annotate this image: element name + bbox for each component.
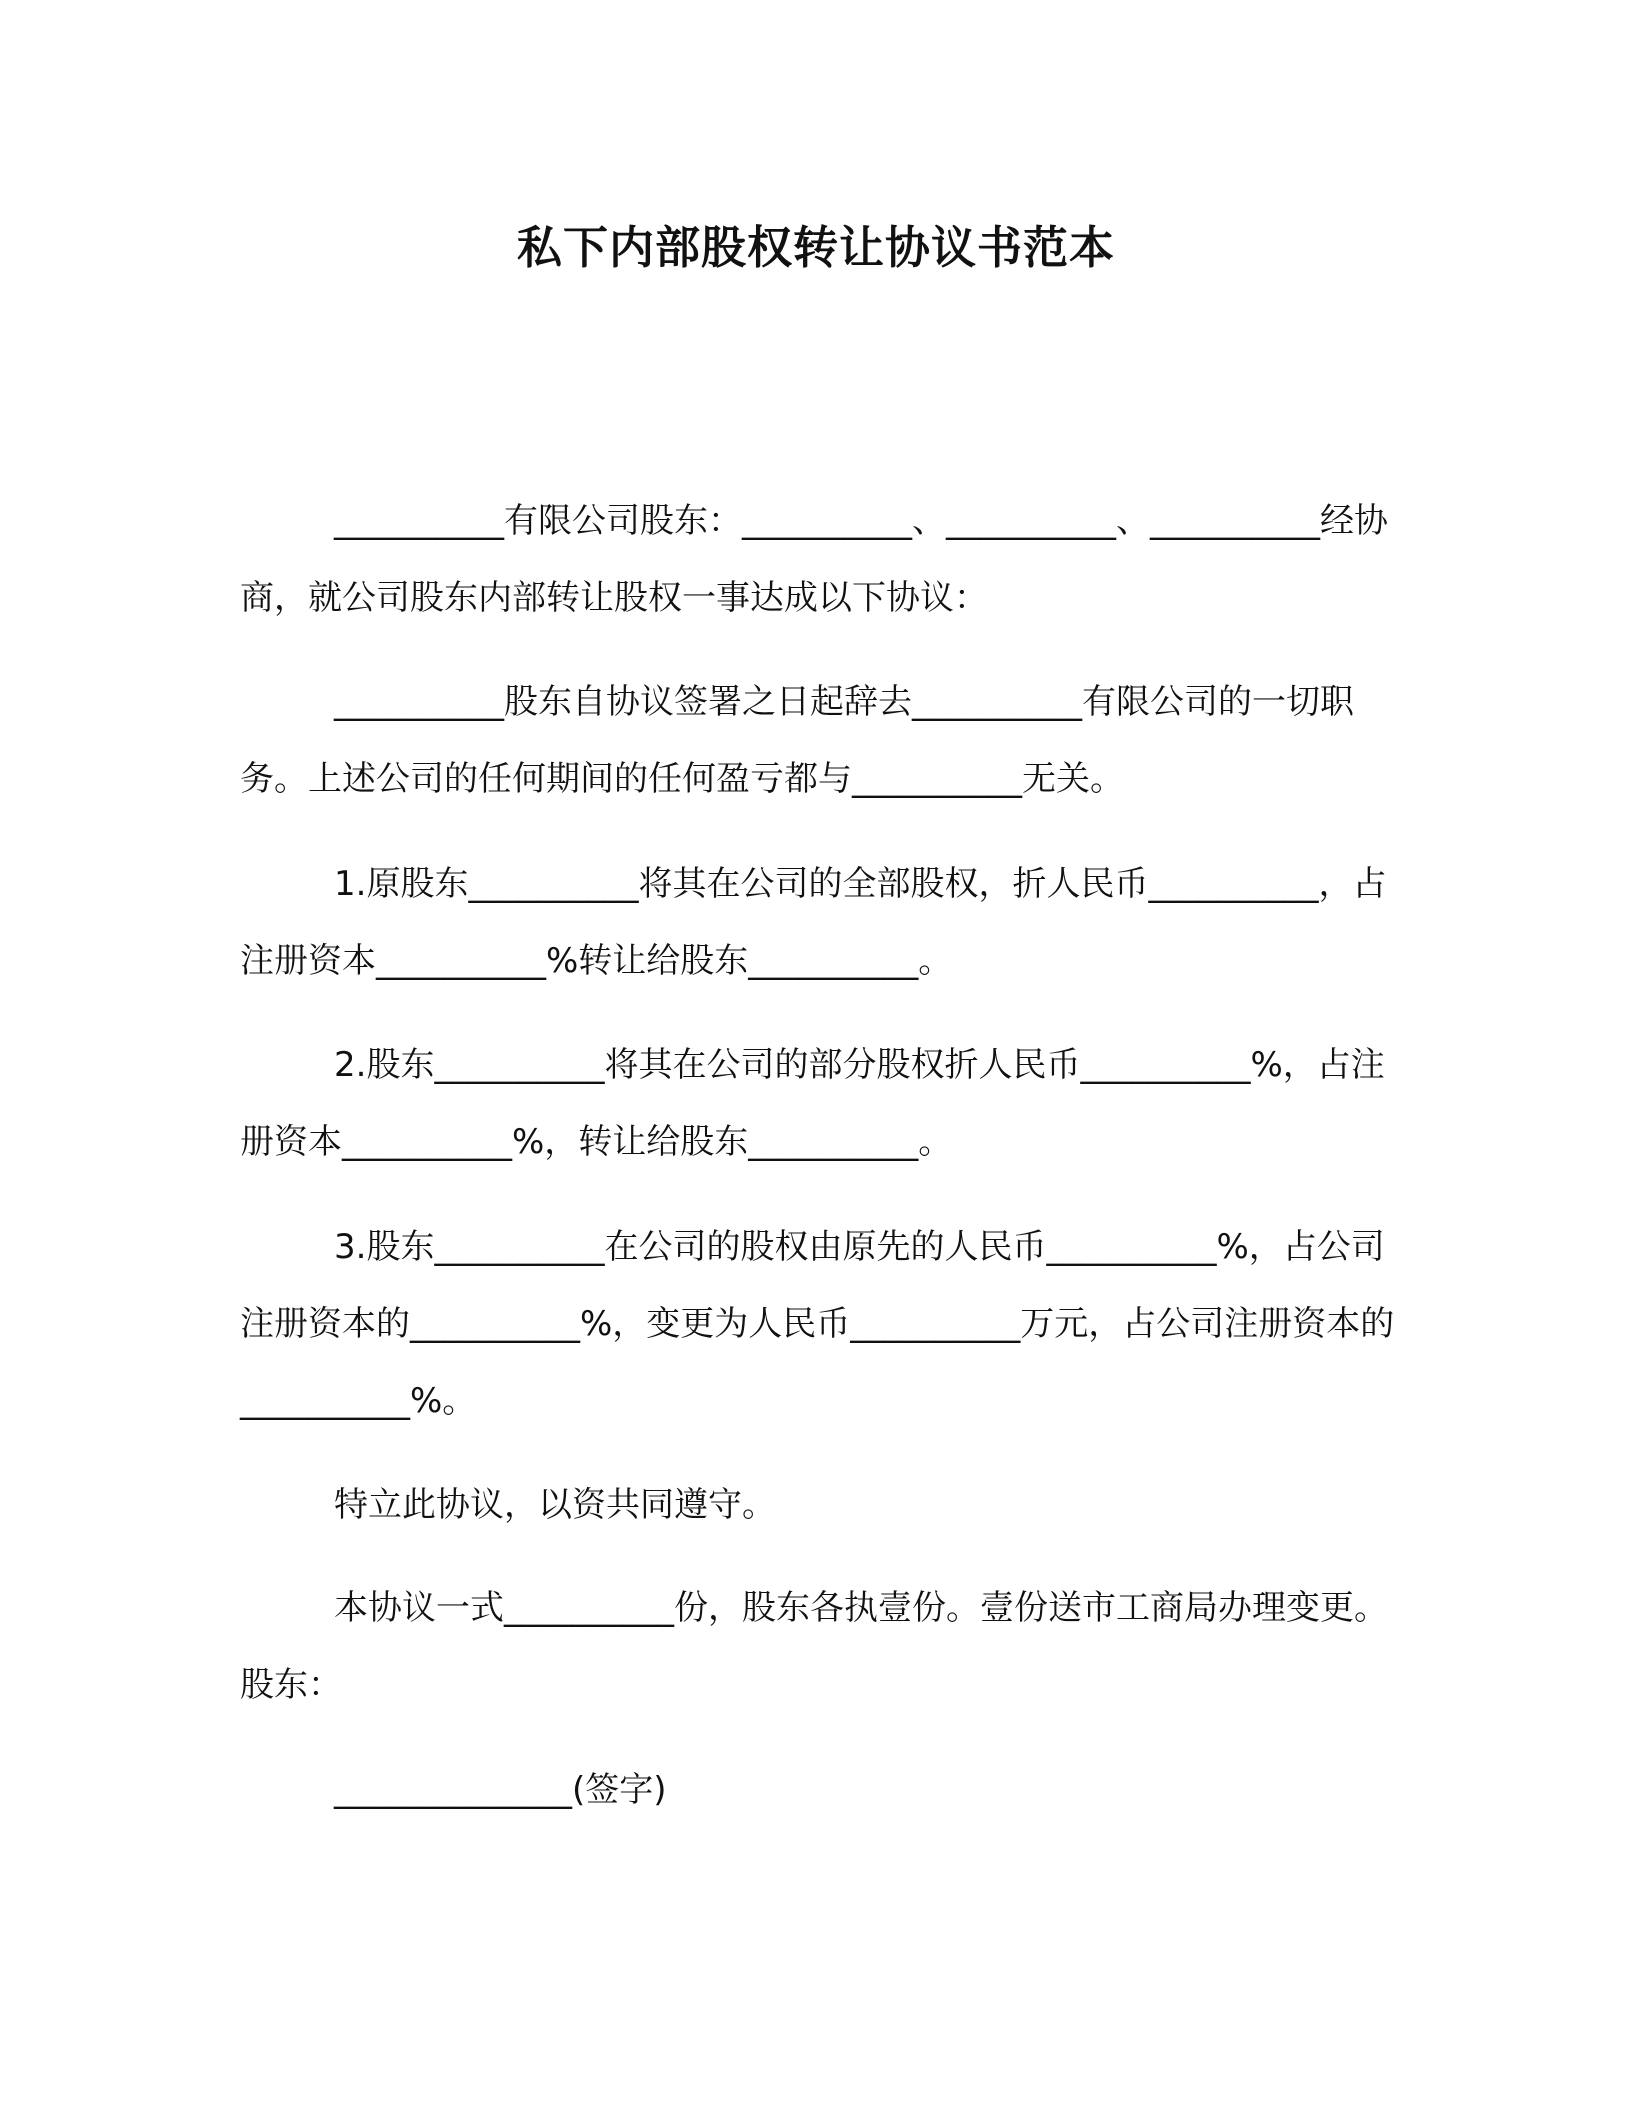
copies-paragraph: 本协议一式__________份，股东各执壹份。壹份送市工商局办理变更。 股东： xyxy=(240,1588,1388,1705)
agreement-intro-paragraph: __________有限公司股东：__________、__________、__________经协商，就公司股东内部转让股权一事达成以下协议： xyxy=(240,501,1388,618)
resignation-paragraph: __________股东自协议签署之日起辞去__________有限公司的一切职务。上述公司的任何期间的任何盈亏都与__________无关。 xyxy=(240,682,1354,799)
document-title: 私下内部股权转让协议书范本 xyxy=(516,221,1115,274)
agreement-statement-paragraph: 特立此协议，以资共同遵守。 xyxy=(334,1485,776,1525)
clause-3-paragraph: 3.股东__________在公司的股权由原先的人民币__________%，占公司注册资本的__________%，变更为人民币__________万元，占公司注册资本的__________%。 xyxy=(240,1227,1395,1421)
clause-2-paragraph: 2.股东__________将其在公司的部分股权折人民币__________%，占注册资本__________%，转让给股东__________。 xyxy=(240,1045,1385,1162)
signature-line: ______________(签字) xyxy=(334,1770,667,1810)
clause-1-paragraph: 1.原股东__________将其在公司的全部股权，折人民币__________，占注册资本__________%转让给股东__________。 xyxy=(240,864,1387,981)
